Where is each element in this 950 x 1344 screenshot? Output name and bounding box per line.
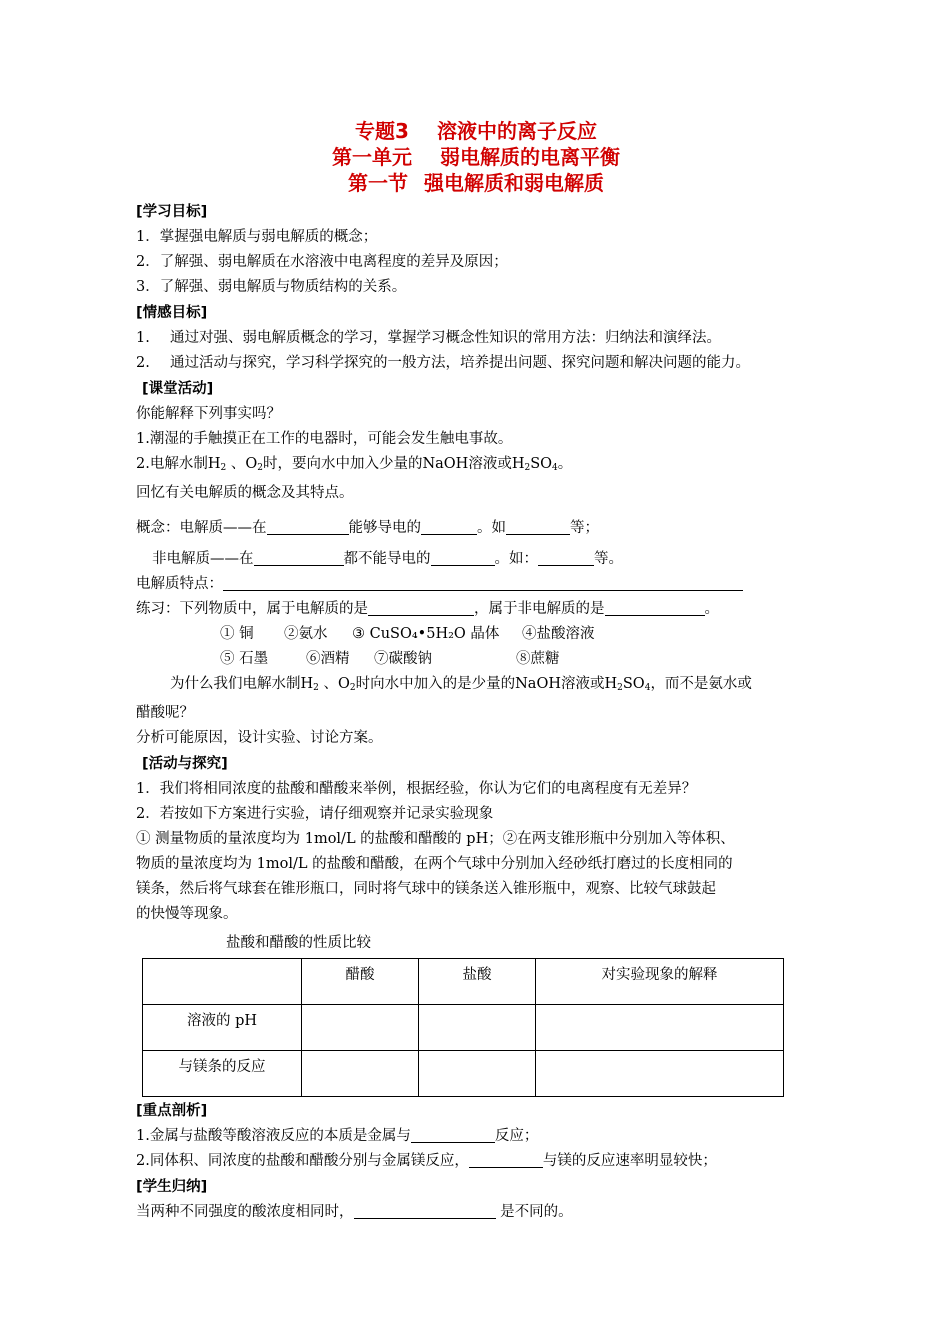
table-cell: 与镁条的反应 xyxy=(143,1051,302,1097)
explore-p3-line3: 镁条，然后将气球套在锥形瓶口，同时将气球中的镁条送入锥形瓶中，观察、比较气球鼓起 xyxy=(136,881,716,897)
explore-p3-line2: 物质的量浓度均为 1mol/L 的盐酸和醋酸，在两个气球中分别加入经砂纸打磨过的长度相同的 xyxy=(136,856,733,872)
explore-p3-line4: 的快慢等现象。 xyxy=(136,906,238,922)
why-line-cont: 醋酸呢？ xyxy=(136,705,194,721)
explore-p1: 1．我们将相同浓度的盐酸和醋酸来举例，根据经验，你认为它们的电离程度有无差异？ xyxy=(136,781,697,797)
learning-goal-3: 3．了解强、弱电解质与物质结构的关系。 xyxy=(136,279,407,295)
recall-line: 回忆有关电解质的概念及其特点。 xyxy=(136,485,354,501)
table-header-cell: 盐酸 xyxy=(419,959,536,1005)
table-header-row xyxy=(143,959,784,1005)
blank[interactable] xyxy=(411,1126,495,1143)
nonconcept-line: 非电解质——在 都不能导电的 。如： 等。 xyxy=(152,551,623,567)
feature-line: 电解质特点： xyxy=(136,572,816,597)
table-row xyxy=(143,1005,784,1051)
fact-2: 2.电解水制$H_2$ 、$O_2$时，要向水中加入少量的NaOH溶液或$H_2SO_4$。 xyxy=(136,456,573,473)
choice: ④盐酸溶液 xyxy=(522,626,595,642)
choice: ⑤ 石墨 xyxy=(220,651,269,667)
blank[interactable] xyxy=(421,518,477,535)
table-cell: 溶液的 pH xyxy=(143,1005,302,1051)
title-line-2: 第一单元 弱电解质的电离平衡 xyxy=(332,145,620,169)
choice: ⑥酒精 xyxy=(306,651,350,667)
emotion-goals-heading: [情感目标] xyxy=(136,305,208,321)
table-header-cell: 对实验现象的解释 xyxy=(536,959,784,1005)
table-cell[interactable] xyxy=(536,1051,784,1097)
choice: ③ CuSO₄•5H₂O 晶体 xyxy=(352,626,500,642)
title-line-1: 专题3 溶液中的离子反应 xyxy=(355,119,597,143)
emotion-goal-1: 1. 通过对强、弱电解质概念的学习，掌握学习概念性知识的常用方法：归纳法和演绎法。 xyxy=(136,330,721,346)
exercise-line: 练习：下列物质中，属于电解质的是 ，属于非电解质的是 。 xyxy=(136,601,719,617)
choice: ⑧蔗糖 xyxy=(516,651,560,667)
table-header-cell: 醋酸 xyxy=(302,959,419,1005)
table-row xyxy=(143,1051,784,1097)
learning-goal-1: 1．掌握强电解质与弱电解质的概念； xyxy=(136,229,378,245)
table-cell[interactable] xyxy=(419,1005,536,1051)
blank[interactable] xyxy=(354,1202,496,1219)
table-cell[interactable] xyxy=(419,1051,536,1097)
choice: ① 铜 xyxy=(220,626,254,642)
title-block xyxy=(136,118,816,196)
blank[interactable] xyxy=(506,518,570,535)
blank[interactable] xyxy=(368,599,474,616)
blank[interactable] xyxy=(538,549,594,566)
key-analysis-heading: [重点剖析] xyxy=(136,1103,208,1119)
comparison-table xyxy=(142,958,784,1097)
fact-1: 1.潮湿的手触摸正在工作的电器时，可能会发生触电事故。 xyxy=(136,431,513,447)
summary-heading: [学生归纳] xyxy=(136,1179,208,1195)
table-cell[interactable] xyxy=(302,1051,419,1097)
title-line-3: 第一节 强电解质和弱电解质 xyxy=(348,171,604,195)
blank[interactable] xyxy=(605,599,705,616)
key-analysis-line-1: 1.金属与盐酸等酸溶液反应的本质是金属与 反应； xyxy=(136,1128,539,1144)
blank[interactable] xyxy=(267,518,349,535)
class-activity-heading: [课堂活动] xyxy=(142,381,214,397)
blank[interactable] xyxy=(223,574,743,591)
table-cell[interactable] xyxy=(302,1005,419,1051)
blank[interactable] xyxy=(431,549,495,566)
choice: ②氨水 xyxy=(284,626,328,642)
analyze-line: 分析可能原因，设计实验、讨论方案。 xyxy=(136,730,383,746)
explore-heading: [活动与探究] xyxy=(142,756,228,772)
choices-row-2 xyxy=(136,647,816,672)
choices-row-1 xyxy=(136,622,816,647)
learning-goals-heading: [学习目标] xyxy=(136,204,208,220)
concept-line: 概念：电解质——在 能够导电的 。如 等； xyxy=(136,520,599,536)
why-line: 为什么我们电解水制$H_2$ 、$O_2$时向水中加入的是少量的NaOH溶液或$H_2SO_4$，而不是氨水或 xyxy=(170,676,752,693)
blank[interactable] xyxy=(469,1151,543,1168)
document-page xyxy=(136,118,816,1225)
explore-p2: 2．若按如下方案进行实验，请仔细观察并记录实验现象 xyxy=(136,806,494,822)
choice: ⑦碳酸钠 xyxy=(374,651,432,667)
table-header-cell xyxy=(143,959,302,1005)
table-cell[interactable] xyxy=(536,1005,784,1051)
table-caption: 盐酸和醋酸的性质比较 xyxy=(226,935,371,951)
emotion-goal-2: 2. 通过活动与探究，学习科学探究的一般方法，培养提出问题、探究问题和解决问题的能力。 xyxy=(136,355,750,371)
key-analysis-line-2: 2.同体积、同浓度的盐酸和醋酸分别与金属镁反应， 与镁的反应速率明显较快； xyxy=(136,1153,717,1169)
question-line: 你能解释下列事实吗？ xyxy=(136,406,281,422)
explore-p3-line1: ① 测量物质的量浓度均为 1mol/L 的盐酸和醋酸的 pH；②在两支锥形瓶中分别加入等体积、 xyxy=(136,831,735,847)
learning-goal-2: 2．了解强、弱电解质在水溶液中电离程度的差异及原因； xyxy=(136,254,508,270)
blank[interactable] xyxy=(254,549,344,566)
summary-line: 当两种不同强度的酸浓度相同时， 是不同的。 xyxy=(136,1204,573,1220)
